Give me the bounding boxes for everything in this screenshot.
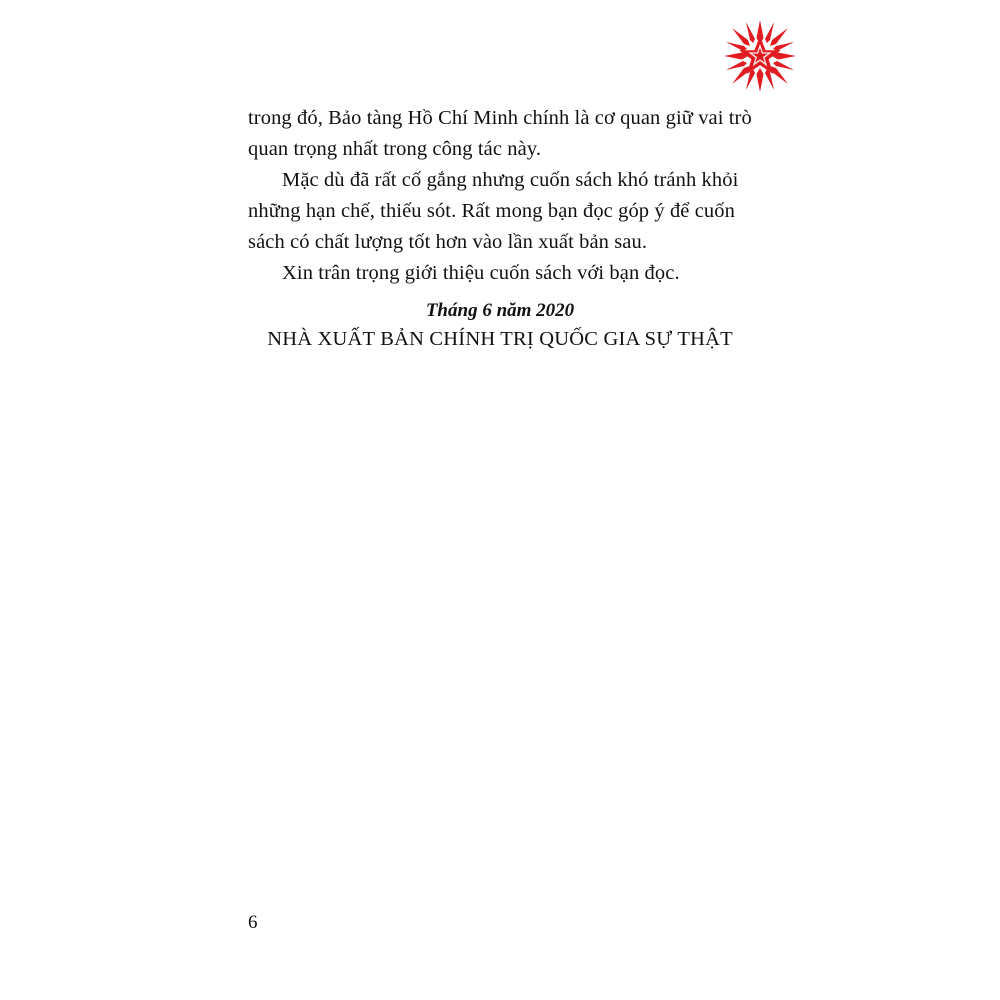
paragraph-1: trong đó, Bảo tàng Hồ Chí Minh chính là cơ quan giữ vai trò quan trọng nhất trong công tác này. (248, 107, 752, 160)
paragraph-2: Mặc dù đã rất cố gắng nhưng cuốn sách khó tránh khỏi những hạn chế, thiếu sót. Rất mong bạn đọc góp ý để cuốn sách có chất lượng tốt hơn vào lần xuất bản sau. (248, 169, 739, 253)
page-number: 6 (248, 912, 258, 933)
body-text-column (248, 103, 752, 289)
red-star-burst-emblem-icon (722, 18, 798, 94)
signature-date: Tháng 6 năm 2020 (425, 300, 575, 321)
signature-publisher: NHÀ XUẤT BẢN CHÍNH TRỊ QUỐC GIA SỰ THẬT (267, 328, 733, 350)
paragraph-3: Xin trân trọng giới thiệu cuốn sách với bạn đọc. (282, 262, 680, 284)
signature-block (248, 297, 752, 353)
